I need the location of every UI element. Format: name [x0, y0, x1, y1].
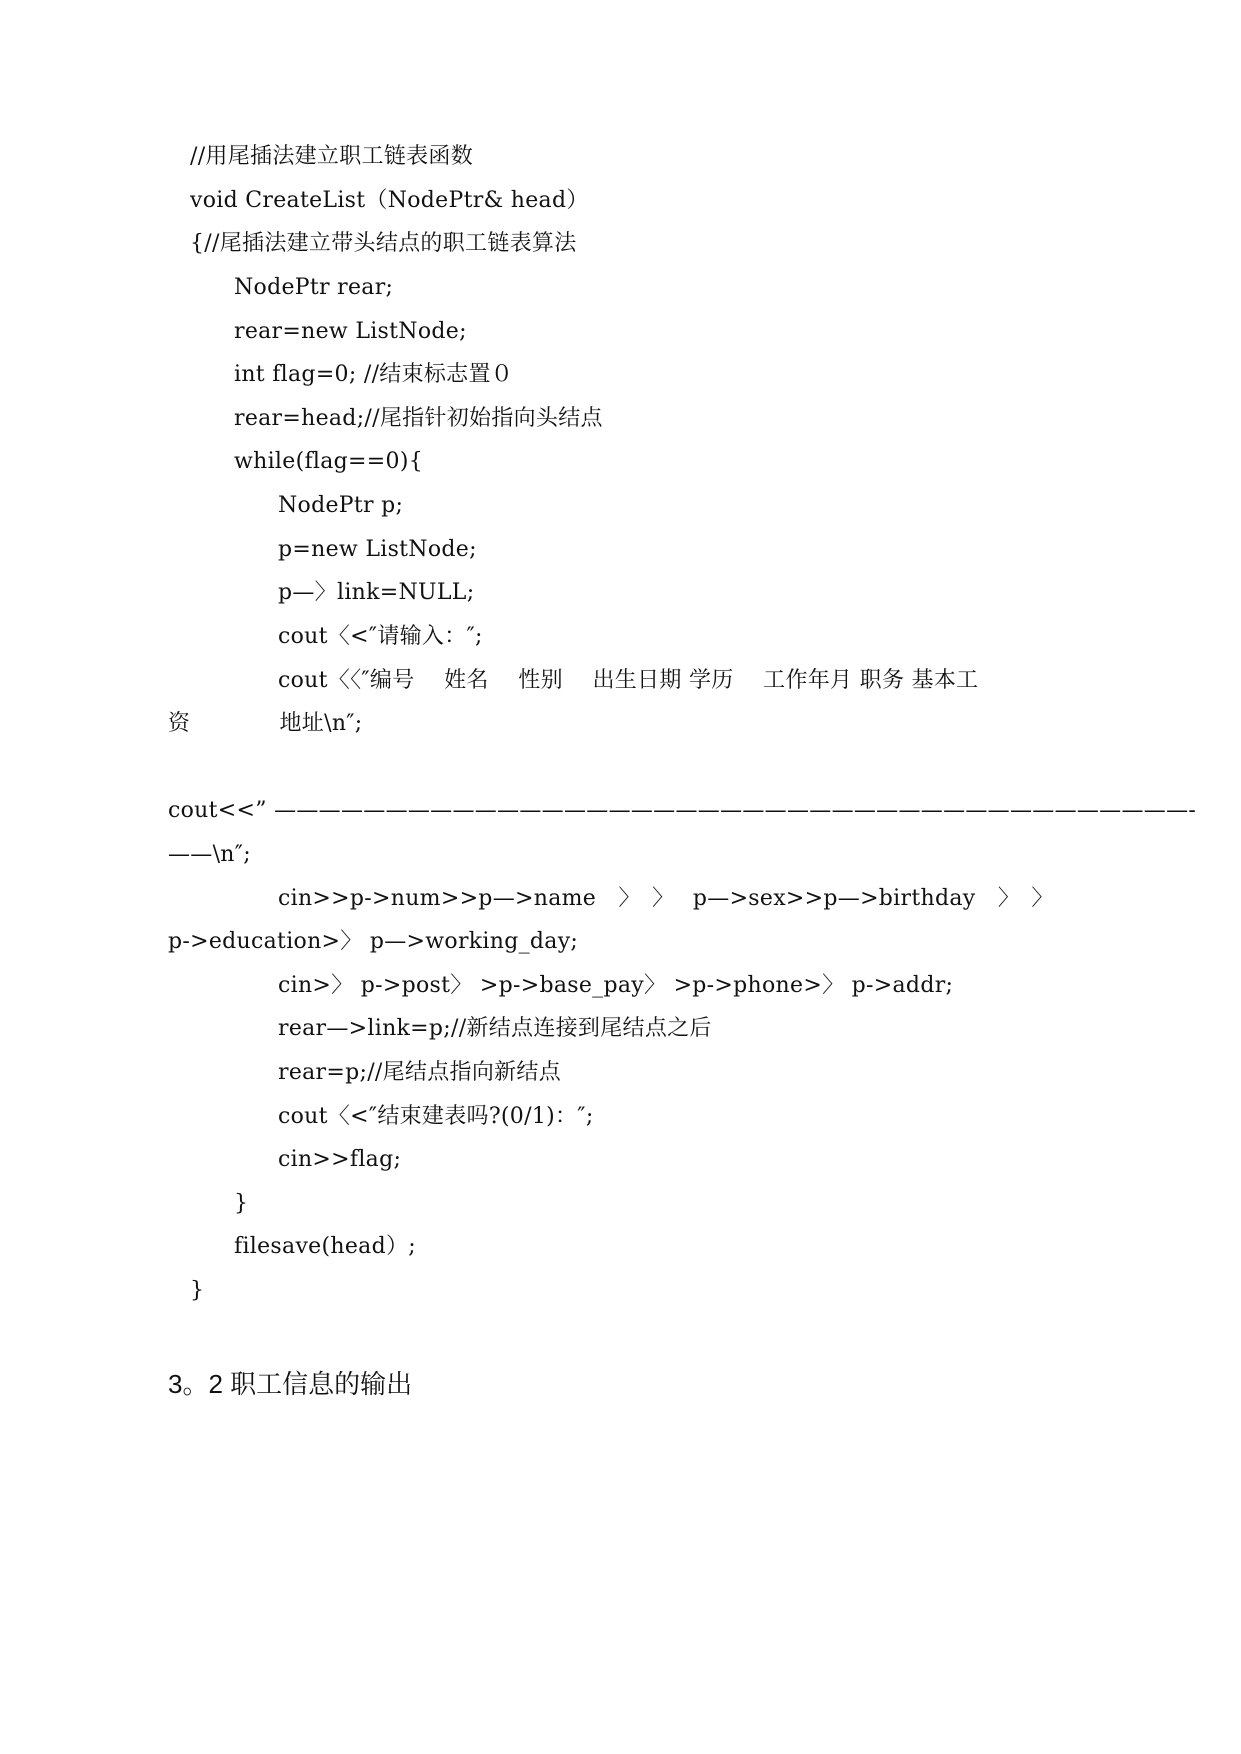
code-line: cin>>flag;	[278, 1147, 402, 1172]
code-line: cin>>p->num>>p—>name 〉 〉 p—>sex>>p—>birthday 〉 〉	[278, 886, 1054, 911]
code-line: rear=p;//尾结点指向新结点	[278, 1060, 562, 1085]
code-line: p—〉link=NULL;	[278, 580, 475, 605]
code-line: cout〈〈″编号 姓名 性别 出生日期 学历 工作年月 职务 基本工	[278, 668, 979, 693]
code-line: p->education>〉 p—>working_day;	[168, 929, 579, 954]
code-line: cout〈<″结束建表吗?(0/1)：″;	[278, 1104, 594, 1129]
code-comment-title: //用尾插法建立职工链表函数	[190, 144, 474, 169]
code-line: while(flag==0){	[234, 449, 423, 474]
code-line: 资 地址\n″;	[168, 711, 363, 736]
code-line: cout〈<″请输入：″;	[278, 624, 483, 649]
code-function-signature: void CreateList（NodePtr& head）	[190, 188, 589, 213]
code-line: rear—>link=p;//新结点连接到尾结点之后	[278, 1016, 712, 1041]
code-line: ——\n″;	[168, 842, 252, 867]
code-line: int flag=0; //结束标志置０	[234, 362, 514, 387]
code-line: {//尾插法建立带头结点的职工链表算法	[190, 231, 577, 256]
code-line: }	[190, 1278, 205, 1303]
code-line: rear=head;//尾指针初始指向头结点	[234, 406, 603, 431]
code-line: cin>〉 p->post〉 >p->base_pay〉 >p->phone>〉 p->addr;	[278, 973, 954, 998]
code-line: p=new ListNode;	[278, 537, 477, 562]
code-line: NodePtr rear;	[234, 275, 394, 300]
section-heading: 3。2 职工信息的输出	[168, 1369, 413, 1399]
code-line: }	[234, 1191, 249, 1216]
code-line: rear=new ListNode;	[234, 319, 467, 344]
code-line: cout<<” —————————————————————————————————————————-	[168, 798, 1197, 823]
code-line: filesave(head）;	[234, 1234, 416, 1259]
code-line: NodePtr p;	[278, 493, 404, 518]
